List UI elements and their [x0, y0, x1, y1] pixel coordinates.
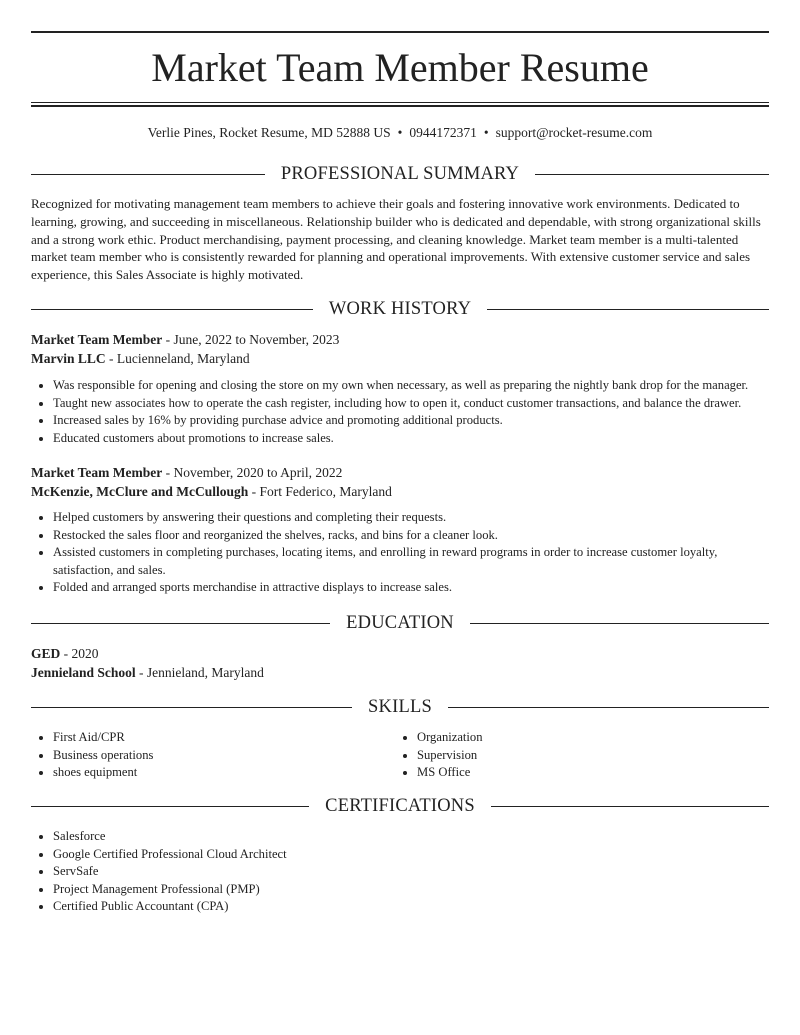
- title-rule-upper: [31, 102, 769, 103]
- list-item: • Salesforce: [53, 828, 769, 846]
- job-company-line: [31, 483, 392, 501]
- contact-line: [31, 124, 769, 142]
- list-item: • Google Certified Professional Cloud Architect: [53, 846, 769, 864]
- education-degree-line: [31, 645, 99, 663]
- section-title: PROFESSIONAL SUMMARY: [280, 163, 520, 184]
- list-item: • MS Office: [417, 764, 755, 782]
- certifications-list: [31, 828, 769, 916]
- contact-separator: •: [483, 125, 489, 140]
- section-title: SKILLS: [368, 696, 432, 717]
- job-location: - Lucienneland, Maryland: [105, 351, 250, 366]
- job-location: - Fort Federico, Maryland: [248, 484, 392, 499]
- title-rule-lower: [31, 105, 769, 107]
- heading-rule: [31, 707, 352, 708]
- summary-text: Recognized for motivating management team members to achieve their goals and fostering innovative work environments. Dedicated to learning, growing, and succeeding in miscellaneous. Relationship builder who is dedicated and dependable, with strong organizational skills and a strong work ethic. Product merchandising, payment processing, and cleaning knowledge. Market team member is a multi-talented market team member who is consistently rewarded for planning and operational improvements. With extensive customer service and sales experience, this Sales Associate is highly motivated.: [31, 196, 761, 283]
- list-item: • Educated customers about promotions to increase sales.: [53, 430, 769, 448]
- heading-rule: [487, 309, 769, 310]
- skills-list-left: [31, 729, 391, 782]
- job-company: Marvin LLC: [31, 351, 106, 366]
- heading-rule: [31, 806, 309, 807]
- list-item: • Project Management Professional (PMP): [53, 881, 769, 899]
- list-item: • Assisted customers in completing purchases, locating items, and enrolling in reward programs in order to increase customer loyalty, satisfaction, and sales.: [53, 544, 769, 579]
- list-item: • Folded and arranged sports merchandise in attractive displays to increase sales.: [53, 579, 769, 597]
- job-dates: - November, 2020 to April, 2022: [162, 465, 343, 480]
- list-item: • Supervision: [417, 747, 755, 765]
- job-company-line: [31, 350, 250, 368]
- skills-list-right: [395, 729, 755, 782]
- section-heading-work: [31, 298, 769, 320]
- list-item: • ServSafe: [53, 863, 769, 881]
- section-title: CERTIFICATIONS: [325, 795, 475, 816]
- list-item: • Business operations: [53, 747, 391, 765]
- job-dates: - June, 2022 to November, 2023: [162, 332, 340, 347]
- heading-rule: [31, 309, 313, 310]
- resume-title: Market Team Member Resume: [151, 45, 649, 90]
- section-heading-skills: [31, 696, 769, 718]
- list-item: • Increased sales by 16% by providing purchase advice and promoting additional products.: [53, 412, 769, 430]
- job-title: Market Team Member: [31, 332, 163, 347]
- job-title-line: [31, 331, 339, 349]
- list-item: • Organization: [417, 729, 755, 747]
- job-title-line: [31, 464, 342, 482]
- education-location: - Jennieland, Maryland: [135, 665, 264, 680]
- contact-email: support@rocket-resume.com: [495, 125, 653, 140]
- section-title: EDUCATION: [346, 612, 454, 633]
- heading-rule: [448, 707, 769, 708]
- contact-address: Verlie Pines, Rocket Resume, MD 52888 US: [147, 125, 391, 140]
- heading-rule: [31, 623, 330, 624]
- education-school: Jennieland School: [31, 665, 136, 680]
- education-degree: GED: [31, 646, 61, 661]
- heading-rule: [491, 806, 769, 807]
- list-item: • Certified Public Accountant (CPA): [53, 898, 769, 916]
- list-item: • shoes equipment: [53, 764, 391, 782]
- job-bullets: [31, 377, 769, 447]
- heading-rule: [470, 623, 769, 624]
- contact-phone: 0944172371: [409, 125, 477, 140]
- job-title: Market Team Member: [31, 465, 163, 480]
- list-item: • Taught new associates how to operate the cash register, including how to open it, conduct customer transactions, and balance the drawer.: [53, 395, 769, 413]
- heading-rule: [535, 174, 769, 175]
- contact-separator: •: [397, 125, 403, 140]
- heading-rule: [31, 174, 265, 175]
- education-school-line: [31, 664, 264, 682]
- section-title: WORK HISTORY: [328, 298, 472, 319]
- job-company: McKenzie, McClure and McCullough: [31, 484, 249, 499]
- top-rule: [31, 31, 769, 33]
- section-heading-summary: [31, 163, 769, 185]
- list-item: • Was responsible for opening and closing the store on my own when necessary, as well as preparing the nightly bank drop for the manager.: [53, 377, 769, 395]
- list-item: • Restocked the sales floor and reorganized the shelves, racks, and bins for a cleaner look.: [53, 527, 769, 545]
- education-year: - 2020: [60, 646, 99, 661]
- section-heading-education: [31, 612, 769, 634]
- section-heading-certifications: [31, 795, 769, 817]
- list-item: • Helped customers by answering their questions and completing their requests.: [53, 509, 769, 527]
- job-bullets: [31, 509, 769, 597]
- list-item: • First Aid/CPR: [53, 729, 391, 747]
